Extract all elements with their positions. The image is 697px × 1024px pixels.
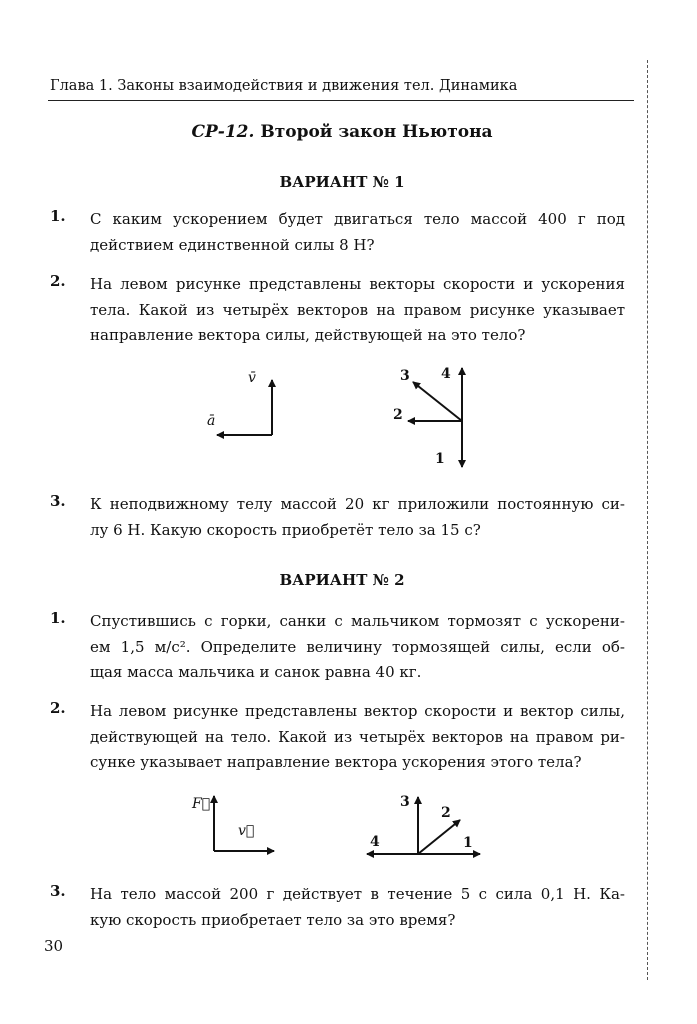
velocity-label: v̄ xyxy=(248,370,256,386)
label-1: 1 xyxy=(463,835,473,851)
text-line: На тело массой 200 г действует в течение 5 с сила 0,1 Н. Ка- xyxy=(90,885,625,903)
v2-right-figure xyxy=(367,794,480,854)
text-line: сунке указывает направление вектора ускорения этого тела? xyxy=(90,753,582,771)
text-line: действующей на тело. Какой из четырёх векторов на правом ри- xyxy=(90,727,625,746)
title-code: СР-12. xyxy=(191,122,255,142)
variant-1-heading: ВАРИАНТ № 1 xyxy=(279,173,405,191)
page-number: 30 xyxy=(44,937,64,955)
force-label: F⃗ xyxy=(192,796,211,812)
text-line: К неподвижному телу массой 20 кг приложили постоянную си- xyxy=(90,495,625,513)
label-1: 1 xyxy=(435,451,445,467)
v1-left-figure xyxy=(207,370,272,435)
acceleration-label: ā xyxy=(207,413,216,429)
vector-2 xyxy=(418,820,460,854)
label-4: 4 xyxy=(441,366,451,382)
v1-problem-1-number: 1. xyxy=(50,207,66,225)
v2-problem-1-number: 1. xyxy=(50,609,66,627)
text-line: Спустившись с горки, санки с мальчиком тормозят с ускорени- xyxy=(90,612,625,630)
text-line: тела. Какой из четырёх векторов на правом рисунке указывает xyxy=(90,300,625,319)
v1-right-figure xyxy=(393,366,462,467)
chapter-header: Глава 1. Законы взаимодействия и движения тел. Динамика xyxy=(50,78,518,94)
label-2: 2 xyxy=(441,805,451,821)
text-line: На левом рисунке представлены векторы скорости и ускорения xyxy=(90,275,625,293)
variant-2-heading: ВАРИАНТ № 2 xyxy=(279,571,405,589)
label-2: 2 xyxy=(393,407,403,423)
v1-problem-3-number: 3. xyxy=(50,492,66,510)
v2-problem-3-number: 3. xyxy=(50,882,66,900)
text-line: С каким ускорением будет двигаться тело массой 400 г под xyxy=(90,210,625,228)
label-3: 3 xyxy=(400,794,410,810)
text-line: щая масса мальчика и санок равна 40 кг. xyxy=(90,663,422,681)
label-4: 4 xyxy=(370,834,380,850)
vector-3 xyxy=(413,382,462,421)
text-line: ем 1,5 м/с². Определите величину тормозящей силы, если об- xyxy=(90,637,625,656)
text-line: На левом рисунке представлены вектор скорости и вектор силы, xyxy=(90,702,625,720)
title-text: Второй закон Ньютона xyxy=(260,122,493,142)
text-line: направление вектора силы, действующей на это тело? xyxy=(90,326,526,344)
velocity-label: v⃗ xyxy=(238,823,255,839)
text-line: кую скорость приобретает тело за это время? xyxy=(90,910,456,929)
v2-problem-2-number: 2. xyxy=(50,699,66,717)
v1-problem-2-number: 2. xyxy=(50,272,66,290)
text-line: действием единственной силы 8 Н? xyxy=(90,235,375,254)
text-line: лу 6 Н. Какую скорость приобретёт тело за 15 с? xyxy=(90,520,481,539)
v2-left-figure xyxy=(191,796,274,851)
label-3: 3 xyxy=(400,368,410,384)
